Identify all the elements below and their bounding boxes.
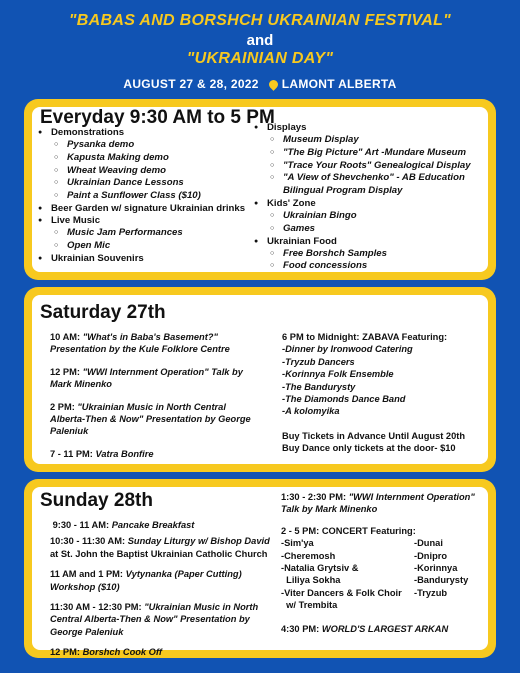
everyday-subitem: ○ "Trace Your Roots" Genealogical Display [254,160,490,173]
saturday-event: 2 PM: "Ukrainian Music in North Central Alberta-Then & Now" Presentation by George Paleniuk [50,401,251,437]
saturday-panel [32,295,488,464]
saturday-event: 10 AM: "What's in Baba's Basement?" Presentation by the Kule Folklore Centre [50,332,230,355]
saturday-event: 12 PM: "WWI Internment Operation" Talk by Mark Minenko [50,366,243,390]
saturday-title: Saturday 27th [40,302,166,323]
zabava-list [282,343,487,417]
sunday-event: 10:30 - 11:30 AM: Sunday Liturgy w/ Bishop David at St. John the Baptist Ukrainian Catholic Church [50,536,270,559]
sunday-panel [32,487,488,658]
sunday-event: 11 AM and 1 PM: Vytynanka (Paper Cutting) Workshop ($10) [50,569,242,592]
everyday-left-list [38,127,268,265]
concert-left-list [281,537,411,611]
day-title: "UKRAINIAN DAY" [186,50,334,67]
concert-performer: -Sim'ya [281,538,314,549]
location-pin-icon [267,78,280,91]
everyday-item: ● Demonstrations [38,127,268,139]
concert-performer: -Cheremosh [281,550,336,561]
concert-heading: 2 - 5 PM: CONCERT Featuring: [281,525,416,536]
everyday-item: ● Live Music [38,215,268,227]
everyday-subitem: ○ Ukrainian Dance Lessons [38,177,268,190]
everyday-card [24,99,496,280]
sunday-event: 12 PM: Borshch Cook Off [50,647,162,658]
concert-lineup [281,537,491,617]
zabava-item: -The Bandurysty [282,381,356,392]
everyday-subitem: ○ Ukrainian Bingo [254,210,490,223]
sunday-arkan: 4:30 PM: WORLD'S LARGEST ARKAN [281,624,449,635]
sunday-event: 9:30 - 11 AM: Pancake Breakfast [52,520,195,530]
concert-right-list [414,537,484,599]
sunday-event: 11:30 AM - 12:30 PM: "Ukrainian Music in North Central Alberta-Then & Now" Presentation by George Paleniuk [50,602,259,637]
saturday-card [24,287,496,472]
everyday-item: ● Kids' Zone [254,198,490,210]
saturday-right-column [282,331,487,455]
saturday-event: 7 - 11 PM: Vatra Bonfire [50,448,154,459]
everyday-subitem: ○ Games [254,223,490,236]
concert-performer: -Tryzub [414,587,448,598]
everyday-right-list [254,122,490,273]
sunday-card [24,479,496,658]
festival-title: "BABAS AND BORSHCH UKRAINIAN FESTIVAL" [68,12,452,29]
everyday-panel [32,107,488,272]
sunday-left-column [50,519,282,659]
everyday-subitem: ○ Free Borshch Samples [254,248,490,261]
everyday-subitem: ○ Wheat Weaving demo [38,165,268,178]
zabava-item: -A kolomyika [282,406,340,417]
zabava-item: -Dinner by Ironwood Catering [282,344,413,355]
sunday-talk: 1:30 - 2:30 PM: "WWI Internment Operation" Talk by Mark Minenko [281,492,475,515]
everyday-item: ● Ukrainian Food [254,236,490,248]
everyday-item: ● Displays [254,122,490,134]
everyday-subitem: ○ "A View of Shevchenko" - AB Education Bilingual Program Display [254,172,490,198]
zabava-item: -The Diamonds Dance Band [282,394,406,405]
concert-performer: -Bandurysty [414,575,469,586]
zabava-item: -Tryzub Dancers [282,356,355,367]
tickets-advance: Buy Tickets in Advance Until August 20th [282,430,466,441]
event-dates: AUGUST 27 & 28, 2022 [123,77,259,91]
saturday-left-column [50,331,255,460]
everyday-subitem: ○ Music Jam Performances [38,227,268,240]
zabava-item: -Korinnya Folk Ensemble [282,369,394,380]
date-location-line [0,77,520,91]
concert-performer: Liliya Sokha [281,575,341,586]
everyday-subitem: ○ Museum Display [254,134,490,147]
everyday-title: Everyday 9:30 AM to 5 PM [40,107,275,128]
everyday-item: ● Beer Garden w/ signature Ukrainian drinks [38,203,268,215]
everyday-subitem: ○ Open Mic [38,240,268,253]
everyday-item: ● Ukrainian Souvenirs [38,253,268,265]
concert-performer: -Dnipro [414,550,448,561]
tickets-door: Buy Dance only tickets at the door- $10 [282,443,456,454]
concert-performer: -Korinnya [414,563,458,574]
concert-performer: -Natalia Grytsiv & [281,563,359,574]
everyday-subitem: ○ Paint a Sunflower Class ($10) [38,190,268,203]
zabava-heading: 6 PM to Midnight: ZABAVA Featuring: [282,332,448,342]
everyday-subitem: ○ Kapusta Making demo [38,152,268,165]
sunday-right-column [281,491,491,636]
concert-performer: -Viter Dancers & Folk Choir [281,587,402,598]
everyday-subitem: ○ "The Big Picture" Art -Mundare Museum [254,147,490,160]
concert-performer: -Dunai [414,538,443,549]
concert-performer: w/ Trembita [281,600,338,611]
everyday-subitem: ○ Pysanka demo [38,139,268,152]
sunday-title: Sunday 28th [40,490,153,511]
event-location: LAMONT ALBERTA [281,77,397,91]
title-and: and [246,32,274,49]
everyday-subitem: ○ Food concessions [254,260,490,273]
